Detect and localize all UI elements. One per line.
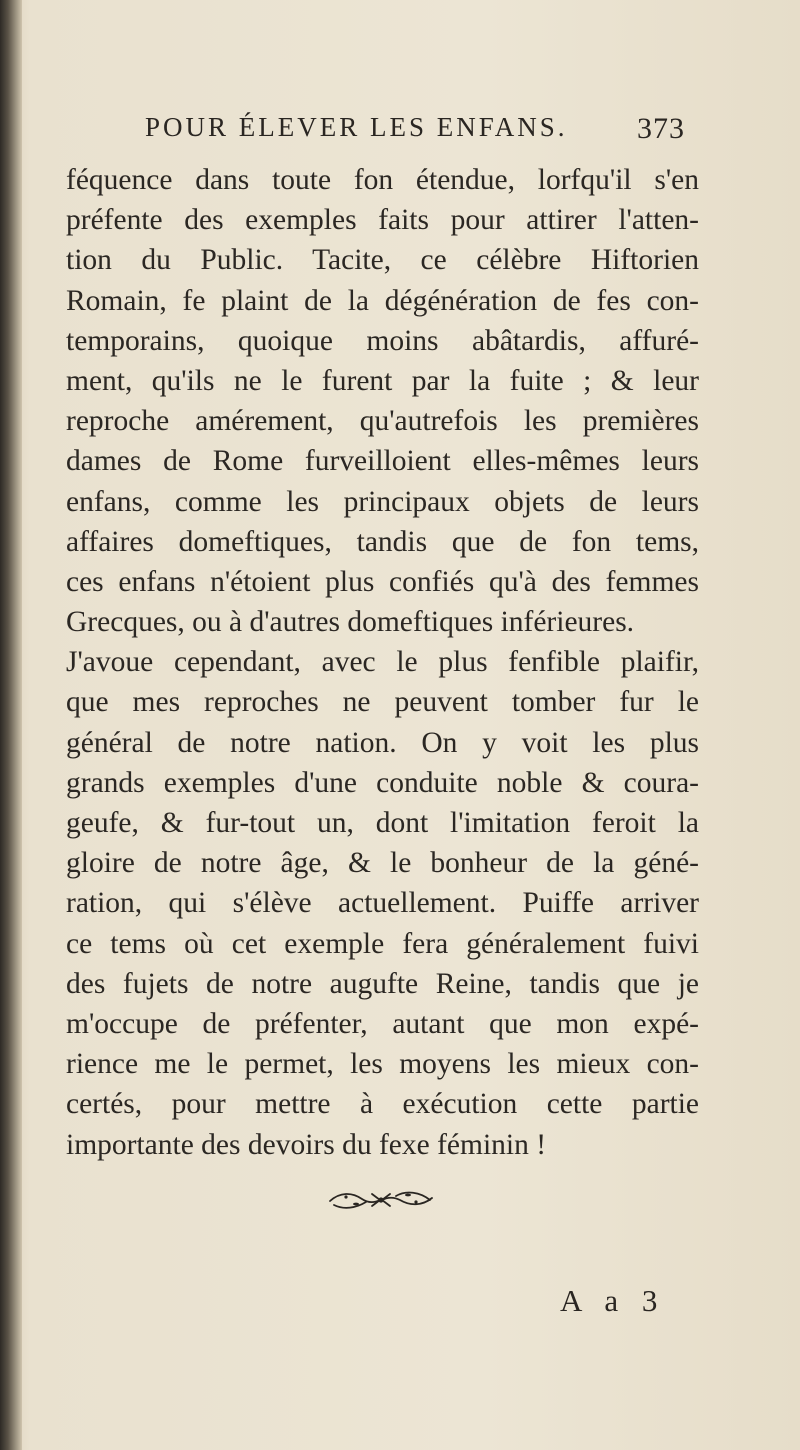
text-line: ration, qui s'élève actuellement. Puiffe arriver xyxy=(66,887,699,920)
running-title: POUR ÉLEVER LES ENFANS. xyxy=(145,112,568,142)
text-line: Romain, fe plaint de la dégénération de fes con- xyxy=(66,284,699,317)
text-line: rience me le permet, les moyens les mieux con- xyxy=(66,1048,699,1081)
text-line: m'occupe de préfenter, autant que mon expé- xyxy=(66,1007,699,1040)
text-line: grands exemples d'une conduite noble & coura- xyxy=(66,766,699,799)
text-line: ce tems où cet exemple fera généralement fuivi xyxy=(66,927,699,960)
text-line: préfente des exemples faits pour attirer l'atten- xyxy=(66,204,699,237)
text-line: reproche amérement, qu'autrefois les premières xyxy=(66,405,699,438)
text-line: affaires domeftiques, tandis que de fon tems, xyxy=(66,525,699,558)
text-line: dames de Rome furveilloient elles-mêmes leurs xyxy=(66,445,699,478)
page-header xyxy=(145,112,685,152)
binding-edge xyxy=(0,0,22,1450)
text-line: enfans, comme les principaux objets de leurs xyxy=(66,485,699,518)
text-line: geufe, & fur-tout un, dont l'imitation feroit la xyxy=(66,807,699,839)
text-line: J'avoue cependant, avec le plus fenfible plaifir, xyxy=(66,646,699,679)
text-line: gloire de notre âge, & le bonheur de la géné- xyxy=(66,847,699,880)
page-number: 373 xyxy=(637,112,685,145)
text-line: temporains, quoique moins abâtardis, affuré- xyxy=(66,324,699,357)
text-line: Grecques, ou à d'autres domeftiques inférieures. xyxy=(66,606,635,639)
text-line: ces enfans n'étoient plus confiés qu'à des femmes xyxy=(66,565,699,598)
text-line: des fujets de notre augufte Reine, tandis que je xyxy=(66,967,699,1000)
signature-mark: A a 3 xyxy=(560,1283,666,1318)
body-text xyxy=(66,160,699,1165)
text-line: général de notre nation. On y voit les plus xyxy=(66,726,699,759)
text-line: ment, qu'ils ne le furent par la fuite ; & leur xyxy=(66,364,699,397)
text-line: importante des devoirs du fexe féminin ! xyxy=(66,1128,547,1161)
text-line: féquence dans toute fon étendue, lorfqu'il s'en xyxy=(66,164,699,196)
ornament-fleuron-icon xyxy=(326,1186,436,1214)
text-line: certés, pour mettre à exécution cette partie xyxy=(66,1088,699,1121)
text-line: que mes reproches ne peuvent tomber fur le xyxy=(66,686,699,719)
text-line: tion du Public. Tacite, ce célèbre Hiftorien xyxy=(66,244,699,277)
